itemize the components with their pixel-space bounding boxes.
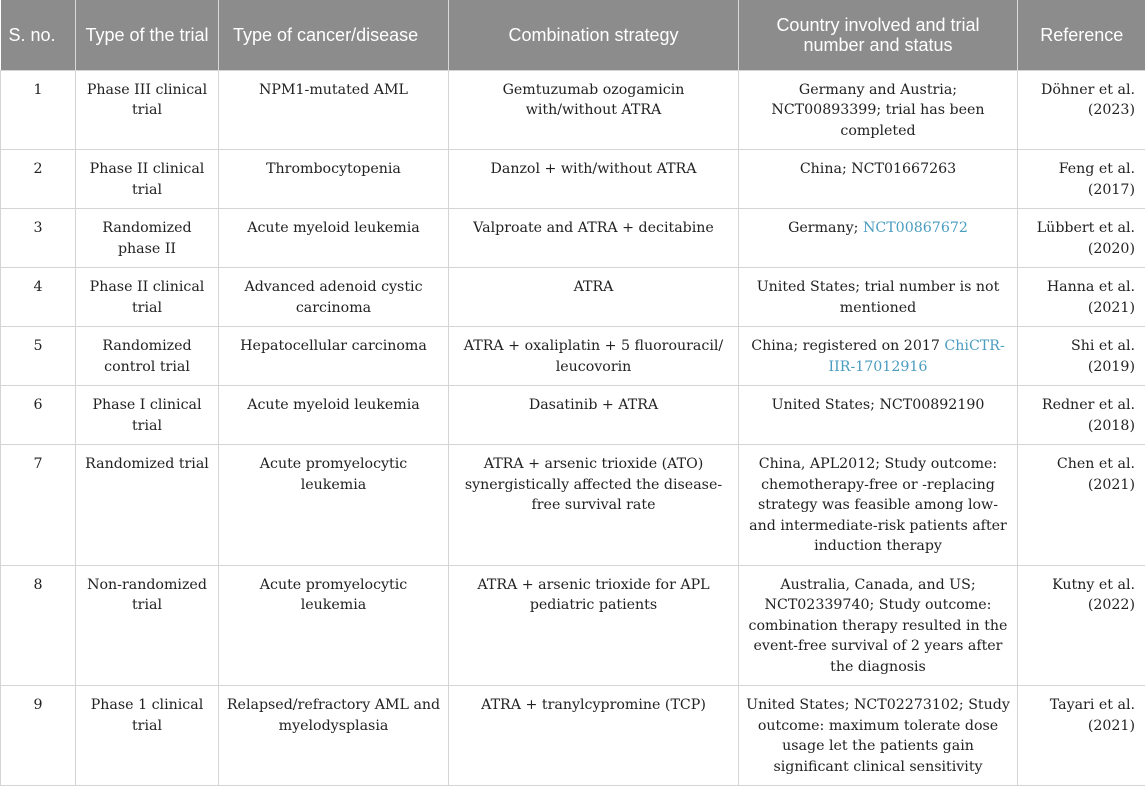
table-header-row (1, 0, 1145, 70)
cell-disease (219, 445, 449, 566)
cell-disease (219, 386, 449, 445)
cell-strategy (449, 565, 739, 686)
header-reference: Reference (1018, 0, 1145, 70)
trial-registry-link[interactable]: NCT00867672 (863, 220, 968, 236)
cell-reference (1018, 327, 1145, 386)
trial-type-text: Phase III clinical trial (87, 82, 207, 119)
table-row (1, 268, 1145, 327)
reference-text: Redner et al. (2018) (1042, 397, 1135, 434)
cell-sno (1, 686, 76, 786)
cell-strategy (449, 386, 739, 445)
cell-trial-type (76, 565, 219, 686)
reference-text: Tayari et al. (2021) (1050, 697, 1135, 734)
cell-sno (1, 70, 76, 150)
cell-country (739, 150, 1018, 209)
cell-disease (219, 686, 449, 786)
header-sno: S. no. (1, 0, 76, 70)
sno-text: 5 (33, 338, 42, 354)
strategy-text: ATRA + tranylcypromine (TCP) (481, 697, 706, 713)
trial-type-text: Randomized phase II (102, 220, 191, 257)
table-row (1, 386, 1145, 445)
sno-text: 9 (33, 697, 42, 713)
header-disease: Type of cancer/disease (219, 0, 449, 70)
cell-reference (1018, 565, 1145, 686)
cell-trial-type (76, 268, 219, 327)
table-row (1, 445, 1145, 566)
country-text: China, APL2012; Study outcome: chemotherapy-free or -replacing strategy was feasible among low- and intermediate-risk patients after induction therapy (749, 456, 1007, 554)
disease-text: Acute myeloid leukemia (247, 220, 420, 236)
trial-type-text: Non-randomized trial (87, 577, 207, 614)
trial-registry-link[interactable]: ChiCTR-IIR-17012916 (829, 338, 1005, 375)
country-text: China; NCT01667263 (800, 161, 956, 177)
cell-disease (219, 565, 449, 686)
reference-text: Feng et al. (2017) (1059, 161, 1135, 198)
cell-sno (1, 268, 76, 327)
strategy-text: ATRA + arsenic trioxide for APL pediatric patients (477, 577, 709, 614)
cell-sno (1, 445, 76, 566)
trial-type-text: Phase II clinical trial (90, 161, 205, 198)
header-country: Country involved and trial number and status (739, 0, 1018, 70)
cell-disease (219, 150, 449, 209)
strategy-text: Danzol + with/without ATRA (490, 161, 696, 177)
disease-text: Acute promyelocytic leukemia (260, 577, 407, 614)
cell-trial-type (76, 686, 219, 786)
trial-type-text: Randomized control trial (102, 338, 191, 375)
trial-type-text: Phase I clinical trial (92, 397, 201, 434)
cell-sno (1, 150, 76, 209)
strategy-text: Valproate and ATRA + decitabine (473, 220, 714, 236)
sno-text: 2 (33, 161, 42, 177)
country-text: United States; trial number is not mentioned (757, 279, 1000, 316)
reference-text: Hanna et al. (2021) (1047, 279, 1135, 316)
cell-country (739, 445, 1018, 566)
cell-country (739, 209, 1018, 268)
sno-text: 6 (33, 397, 42, 413)
reference-text: Lübbert et al. (2020) (1037, 220, 1135, 257)
table-row (1, 686, 1145, 786)
disease-text: NPM1-mutated AML (259, 82, 408, 98)
cell-sno (1, 209, 76, 268)
country-text: China; registered on 2017 (751, 338, 944, 354)
disease-text: Acute promyelocytic leukemia (260, 456, 407, 493)
cell-country (739, 686, 1018, 786)
strategy-text: ATRA + oxaliplatin + 5 fluorouracil/ leucovorin (464, 338, 723, 375)
cell-reference (1018, 445, 1145, 566)
cell-sno (1, 386, 76, 445)
cell-disease (219, 268, 449, 327)
trial-type-text: Phase II clinical trial (90, 279, 205, 316)
country-text: Australia, Canada, and US; NCT02339740; Study outcome: combination therapy resulted in the event-free survival of 2 years after the diagnosis (749, 577, 1008, 675)
cell-trial-type (76, 445, 219, 566)
cell-country (739, 565, 1018, 686)
cell-country (739, 386, 1018, 445)
cell-sno (1, 327, 76, 386)
cell-trial-type (76, 327, 219, 386)
table-row (1, 209, 1145, 268)
strategy-text: Gemtuzumab ozogamicin with/without ATRA (503, 82, 685, 119)
cell-country (739, 327, 1018, 386)
cell-sno (1, 565, 76, 686)
cell-trial-type (76, 150, 219, 209)
table-row (1, 70, 1145, 150)
cell-strategy (449, 445, 739, 566)
disease-text: Hepatocellular carcinoma (240, 338, 427, 354)
reference-text: Shi et al. (2019) (1071, 338, 1135, 375)
sno-text: 1 (33, 82, 42, 98)
cell-reference (1018, 686, 1145, 786)
cell-strategy (449, 70, 739, 150)
header-strategy: Combination strategy (449, 0, 739, 70)
cell-reference (1018, 70, 1145, 150)
sno-text: 3 (33, 220, 42, 236)
strategy-text: ATRA + arsenic trioxide (ATO) synergistically affected the disease-free survival rate (465, 456, 722, 513)
cell-country (739, 70, 1018, 150)
cell-disease (219, 209, 449, 268)
cell-strategy (449, 150, 739, 209)
sno-text: 8 (33, 577, 42, 593)
header-trial-type: Type of the trial (76, 0, 219, 70)
sno-text: 7 (33, 456, 42, 472)
table-row (1, 327, 1145, 386)
disease-text: Thrombocytopenia (266, 161, 401, 177)
cell-strategy (449, 268, 739, 327)
country-text: United States; NCT00892190 (772, 397, 985, 413)
country-text: Germany and Austria; NCT00893399; trial has been completed (771, 82, 984, 139)
cell-disease (219, 70, 449, 150)
trial-type-text: Phase 1 clinical trial (91, 697, 204, 734)
cell-strategy (449, 327, 739, 386)
cell-trial-type (76, 386, 219, 445)
sno-text: 4 (33, 279, 42, 295)
cell-reference (1018, 268, 1145, 327)
cell-strategy (449, 686, 739, 786)
reference-text: Kutny et al. (2022) (1052, 577, 1135, 614)
disease-text: Relapsed/refractory AML and myelodysplasia (227, 697, 440, 734)
cell-reference (1018, 386, 1145, 445)
cell-trial-type (76, 70, 219, 150)
strategy-text: ATRA (574, 279, 614, 295)
trial-type-text: Randomized trial (85, 456, 209, 472)
reference-text: Döhner et al. (2023) (1041, 82, 1135, 119)
table-row (1, 150, 1145, 209)
cell-reference (1018, 150, 1145, 209)
cell-disease (219, 327, 449, 386)
table-row (1, 565, 1145, 686)
country-text: Germany; (788, 220, 863, 236)
cell-strategy (449, 209, 739, 268)
strategy-text: Dasatinib + ATRA (529, 397, 658, 413)
disease-text: Acute myeloid leukemia (247, 397, 420, 413)
country-text: United States; NCT02273102; Study outcome: maximum tolerate dose usage let the patients gain significant clinical sensitivity (746, 697, 1010, 775)
disease-text: Advanced adenoid cystic carcinoma (244, 279, 422, 316)
cell-country (739, 268, 1018, 327)
cell-trial-type (76, 209, 219, 268)
reference-text: Chen et al. (2021) (1057, 456, 1135, 493)
cell-reference (1018, 209, 1145, 268)
